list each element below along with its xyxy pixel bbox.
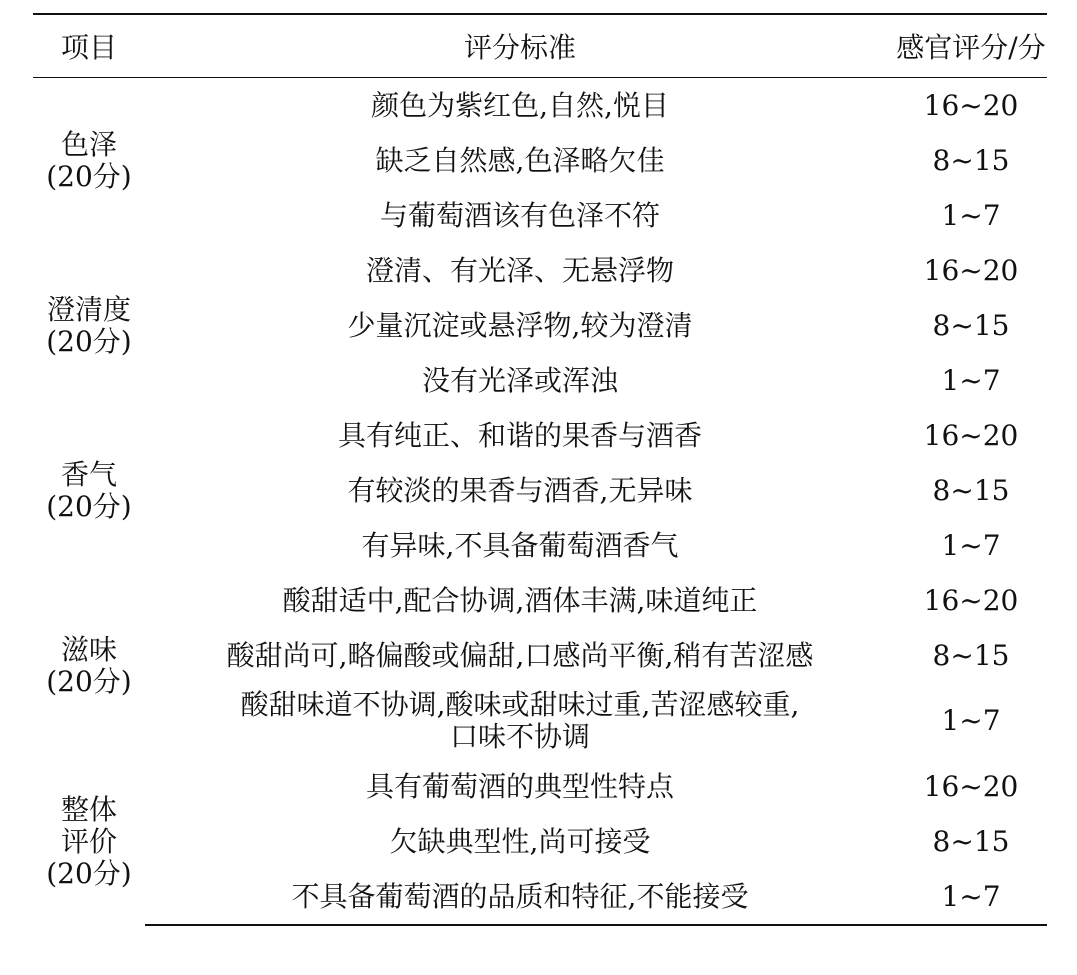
score-cell: 1~7 bbox=[941, 704, 1001, 737]
score-cell: 8~15 bbox=[932, 638, 1010, 672]
score-cell: 16~20 bbox=[923, 88, 1019, 122]
score-cell: 1~7 bbox=[941, 363, 1001, 397]
item-points: (20分) bbox=[46, 489, 132, 523]
table-row bbox=[33, 869, 1047, 925]
table-body bbox=[33, 78, 1047, 926]
criteria-cell: 有异味,不具备葡萄酒香气 bbox=[361, 528, 679, 562]
item-label: 整体 bbox=[60, 793, 117, 826]
table-row bbox=[33, 683, 1047, 759]
score-cell: 16~20 bbox=[923, 253, 1019, 287]
criteria-cell: 酸甜尚可,略偏酸或偏甜,口感尚平衡,稍有苦涩感 bbox=[226, 638, 814, 672]
table-row bbox=[33, 353, 1047, 408]
header-score: 感官评分/分 bbox=[896, 31, 1046, 64]
item-cell-taste bbox=[33, 573, 145, 759]
sensory-evaluation-table bbox=[33, 13, 1047, 926]
item-cell-clarity bbox=[33, 243, 145, 408]
item-points: (20分) bbox=[46, 159, 132, 193]
criteria-cell bbox=[145, 683, 895, 759]
header-item: 项目 bbox=[60, 31, 117, 64]
item-points: (20分) bbox=[46, 324, 132, 358]
item-label: 滋味 bbox=[60, 633, 117, 666]
criteria-cell: 不具备葡萄酒的品质和特征,不能接受 bbox=[145, 869, 895, 925]
score-cell: 8~15 bbox=[932, 308, 1010, 342]
criteria-cell: 没有光泽或浑浊 bbox=[421, 363, 618, 397]
table-row bbox=[33, 408, 1047, 463]
table-header bbox=[33, 14, 1047, 78]
criteria-line: 酸甜味道不协调,酸味或甜味过重,苦涩感较重, bbox=[240, 688, 800, 721]
criteria-line: 口味不协调 bbox=[449, 720, 590, 753]
item-label: 澄清度 bbox=[46, 292, 131, 326]
table-row bbox=[33, 243, 1047, 298]
header-criteria: 评分标准 bbox=[463, 31, 576, 64]
score-cell: 8~15 bbox=[932, 473, 1010, 507]
item-cell-aroma bbox=[33, 408, 145, 573]
score-cell: 1~7 bbox=[895, 869, 1047, 925]
item-cell-color bbox=[33, 78, 145, 244]
table-row bbox=[33, 759, 1047, 814]
criteria-cell: 与葡萄酒该有色泽不符 bbox=[379, 198, 660, 232]
item-label: 色泽 bbox=[60, 127, 117, 161]
score-cell: 1~7 bbox=[941, 198, 1001, 232]
table-row bbox=[33, 133, 1047, 188]
criteria-cell: 酸甜适中,配合协调,酒体丰满,味道纯正 bbox=[282, 583, 758, 617]
score-cell: 16~20 bbox=[923, 418, 1019, 452]
table-row bbox=[33, 188, 1047, 243]
item-label: 香气 bbox=[60, 457, 117, 491]
table-row bbox=[33, 628, 1047, 683]
table-row bbox=[33, 573, 1047, 628]
item-points: (20分) bbox=[46, 665, 132, 698]
table-row bbox=[33, 463, 1047, 518]
table-row bbox=[33, 298, 1047, 353]
criteria-cell: 具有纯正、和谐的果香与酒香 bbox=[337, 418, 702, 452]
table-row bbox=[33, 814, 1047, 869]
criteria-cell: 少量沉淀或悬浮物,较为澄清 bbox=[347, 308, 693, 342]
table-row bbox=[33, 78, 1047, 134]
criteria-cell: 具有葡萄酒的典型性特点 bbox=[365, 769, 674, 803]
criteria-cell: 缺乏自然感,色泽略欠佳 bbox=[375, 143, 665, 177]
score-cell: 16~20 bbox=[923, 583, 1019, 617]
score-cell: 8~15 bbox=[932, 143, 1010, 177]
criteria-cell: 欠缺典型性,尚可接受 bbox=[389, 824, 651, 858]
table-row bbox=[33, 518, 1047, 573]
item-label: 评价 bbox=[60, 825, 117, 858]
score-cell: 1~7 bbox=[941, 528, 1001, 562]
criteria-cell: 有较淡的果香与酒香,无异味 bbox=[347, 473, 693, 507]
header-row bbox=[33, 14, 1047, 78]
criteria-cell: 澄清、有光泽、无悬浮物 bbox=[365, 253, 674, 287]
score-cell: 16~20 bbox=[923, 769, 1019, 803]
item-cell-overall bbox=[33, 759, 145, 925]
item-points: (20分) bbox=[46, 857, 132, 890]
criteria-cell: 颜色为紫红色,自然,悦目 bbox=[371, 88, 669, 122]
score-cell: 8~15 bbox=[932, 824, 1010, 858]
